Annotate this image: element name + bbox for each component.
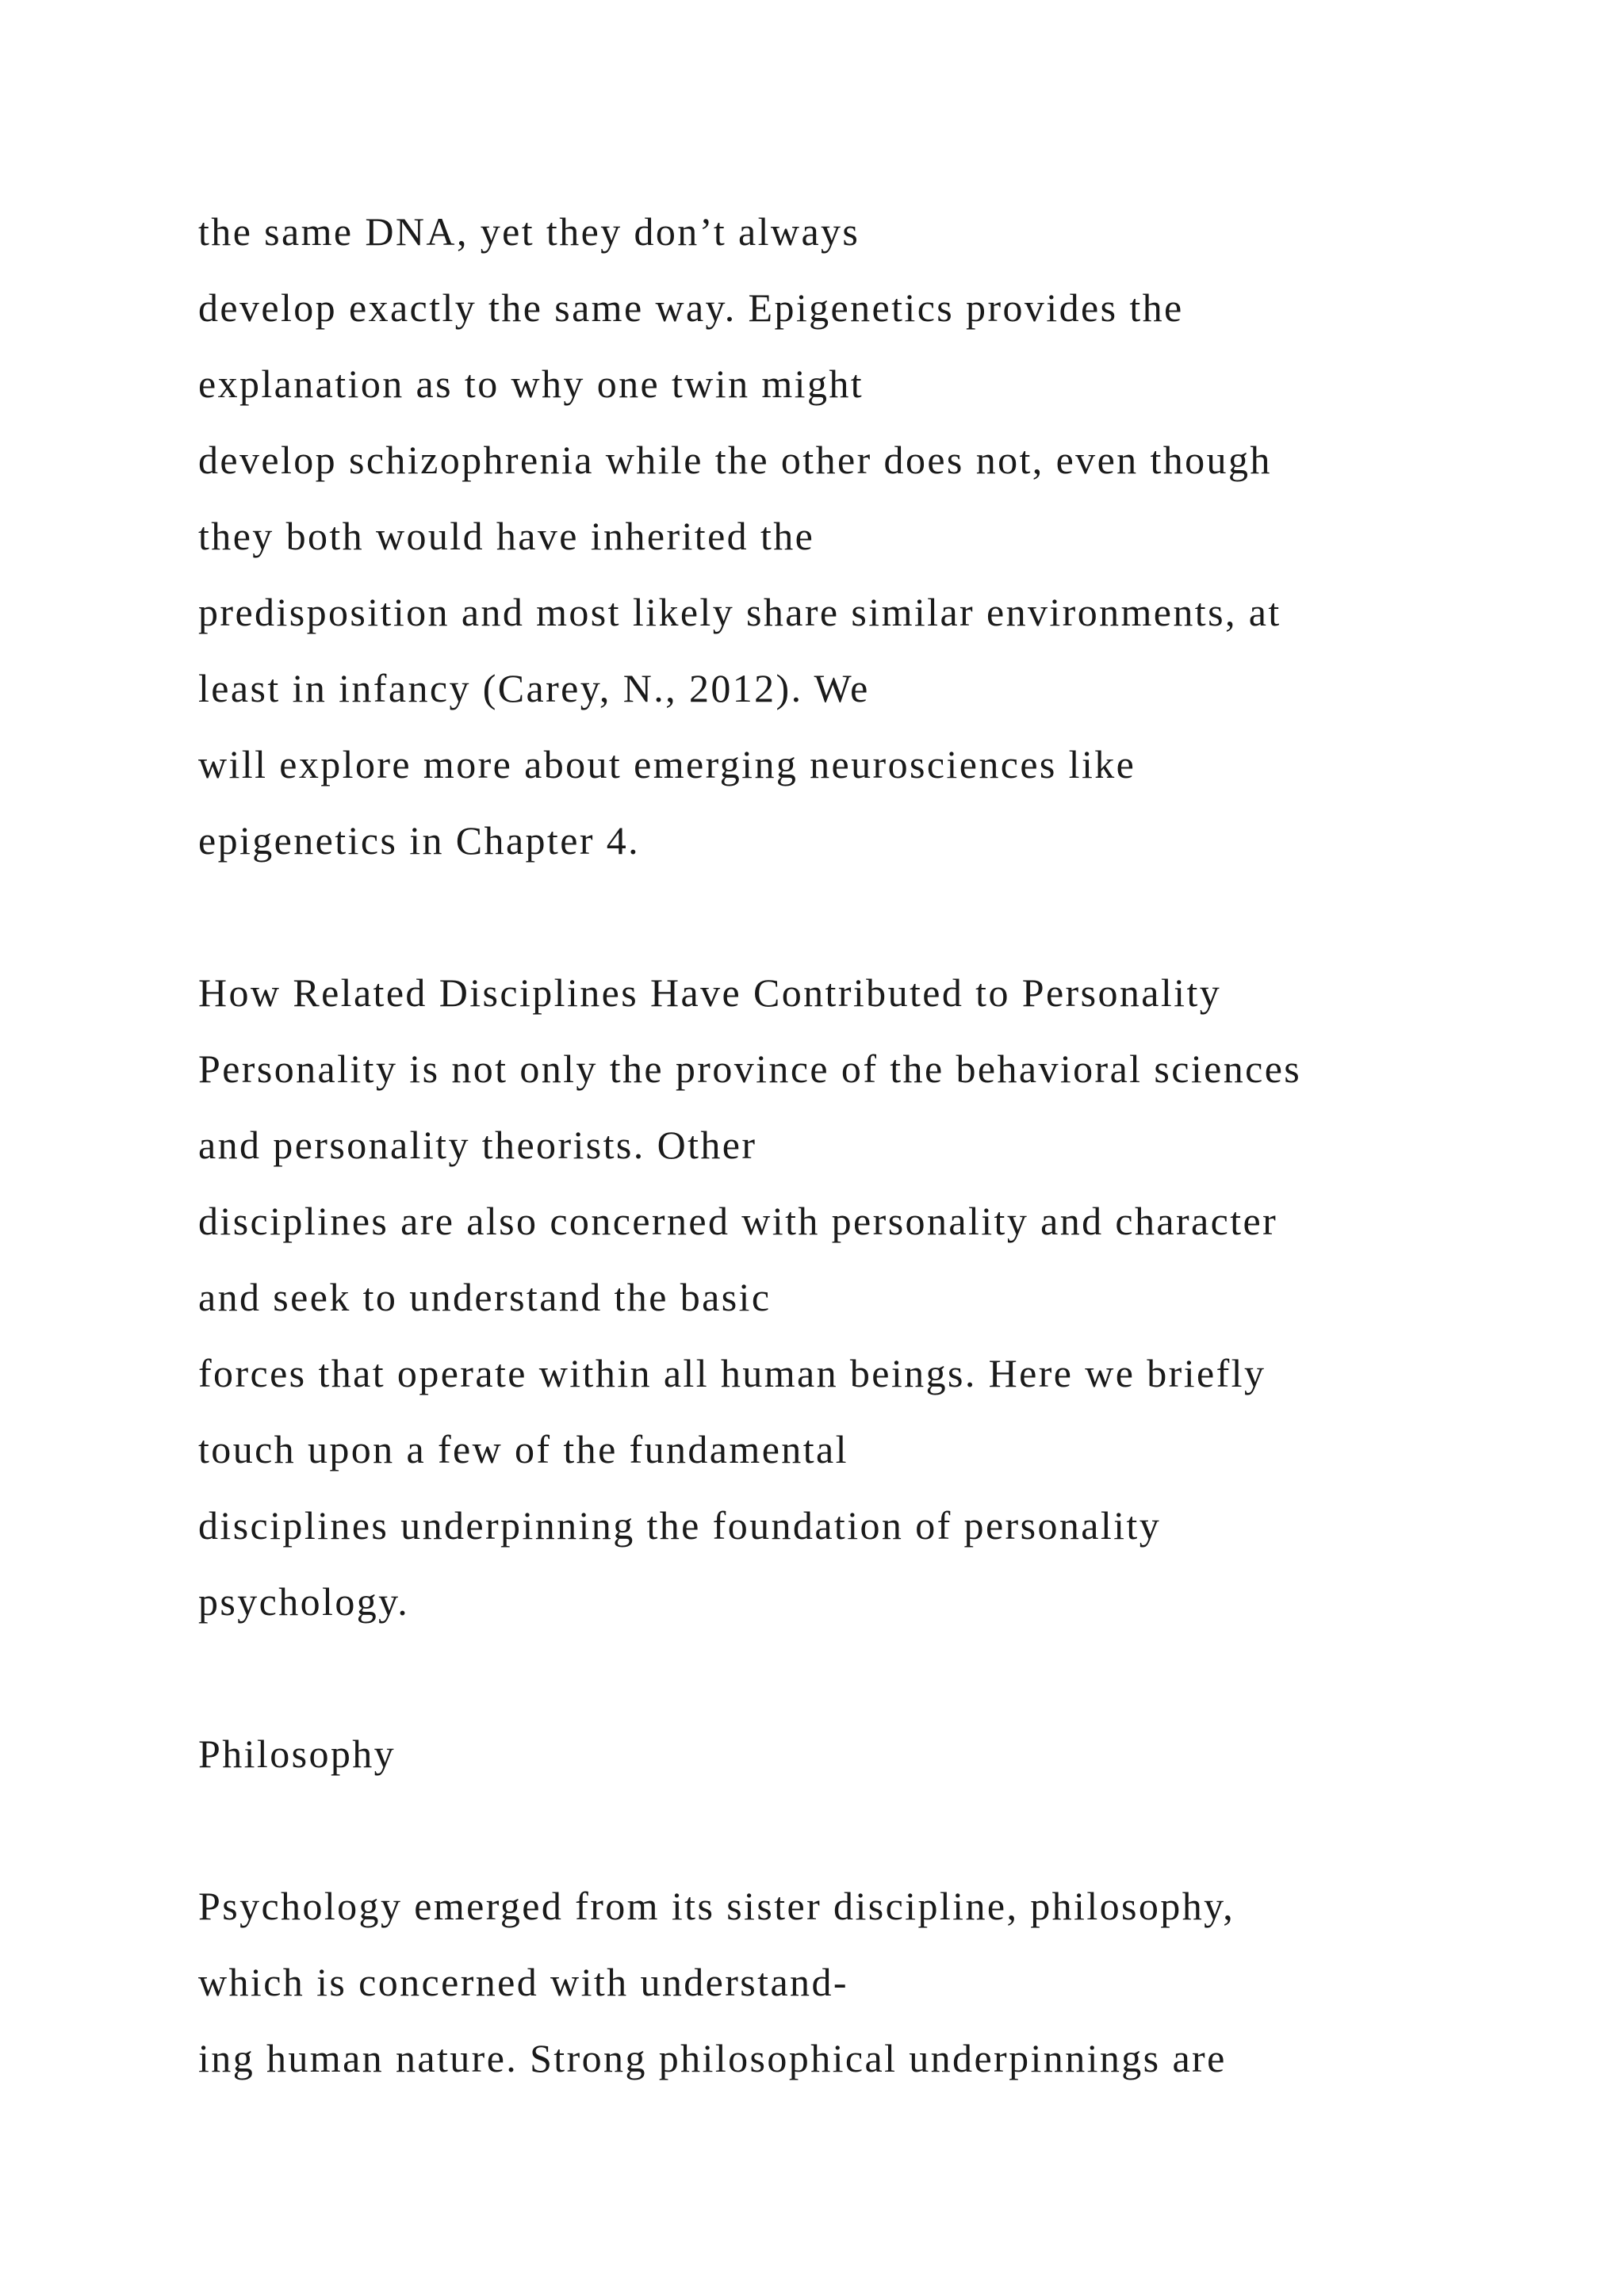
text-line: explanation as to why one twin might [198, 362, 864, 406]
text-line: and personality theorists. Other [198, 1123, 757, 1167]
paragraph-philosophy-heading [198, 1716, 1546, 1792]
text-line: disciplines are also concerned with personality and character [198, 1199, 1278, 1243]
text-line: and seek to understand the basic [198, 1275, 772, 1319]
paragraph-gap [198, 878, 1546, 955]
text-line: touch upon a few of the fundamental [198, 1427, 848, 1471]
paragraph-gap [198, 1792, 1546, 1868]
text-line: develop exactly the same way. Epigenetics provides the [198, 285, 1184, 330]
text-line: Psychology emerged from its sister discipline, philosophy, [198, 1884, 1235, 1928]
text-line: predisposition and most likely share similar environments, at [198, 590, 1281, 634]
paragraph-related-disciplines [198, 955, 1546, 1640]
text-line: which is concerned with understand- [198, 1960, 848, 2004]
section-heading: Philosophy [198, 1732, 396, 1776]
text-line: forces that operate within all human beings. Here we briefly [198, 1351, 1266, 1395]
text-line: ing human nature. Strong philosophical underpinnings are [198, 2036, 1227, 2080]
paragraph-philosophy [198, 1868, 1546, 2096]
text-line: disciplines underpinning the foundation of personality [198, 1503, 1162, 1548]
text-line: least in infancy (Carey, N., 2012). We [198, 666, 870, 710]
paragraph-gap [198, 1640, 1546, 1716]
text-line: the same DNA, yet they don’t always [198, 209, 860, 254]
section-heading: How Related Disciplines Have Contributed to Personality [198, 970, 1222, 1015]
text-line: psychology. [198, 1579, 410, 1624]
paragraph-epigenetics [198, 193, 1546, 878]
text-line: epigenetics in Chapter 4. [198, 818, 641, 863]
text-line: Personality is not only the province of the behavioral sciences [198, 1047, 1302, 1091]
text-line: develop schizophrenia while the other does not, even though [198, 438, 1272, 482]
text-line: they both would have inherited the [198, 514, 815, 558]
text-line: will explore more about emerging neurosciences like [198, 742, 1136, 786]
body-text [198, 193, 1546, 2096]
